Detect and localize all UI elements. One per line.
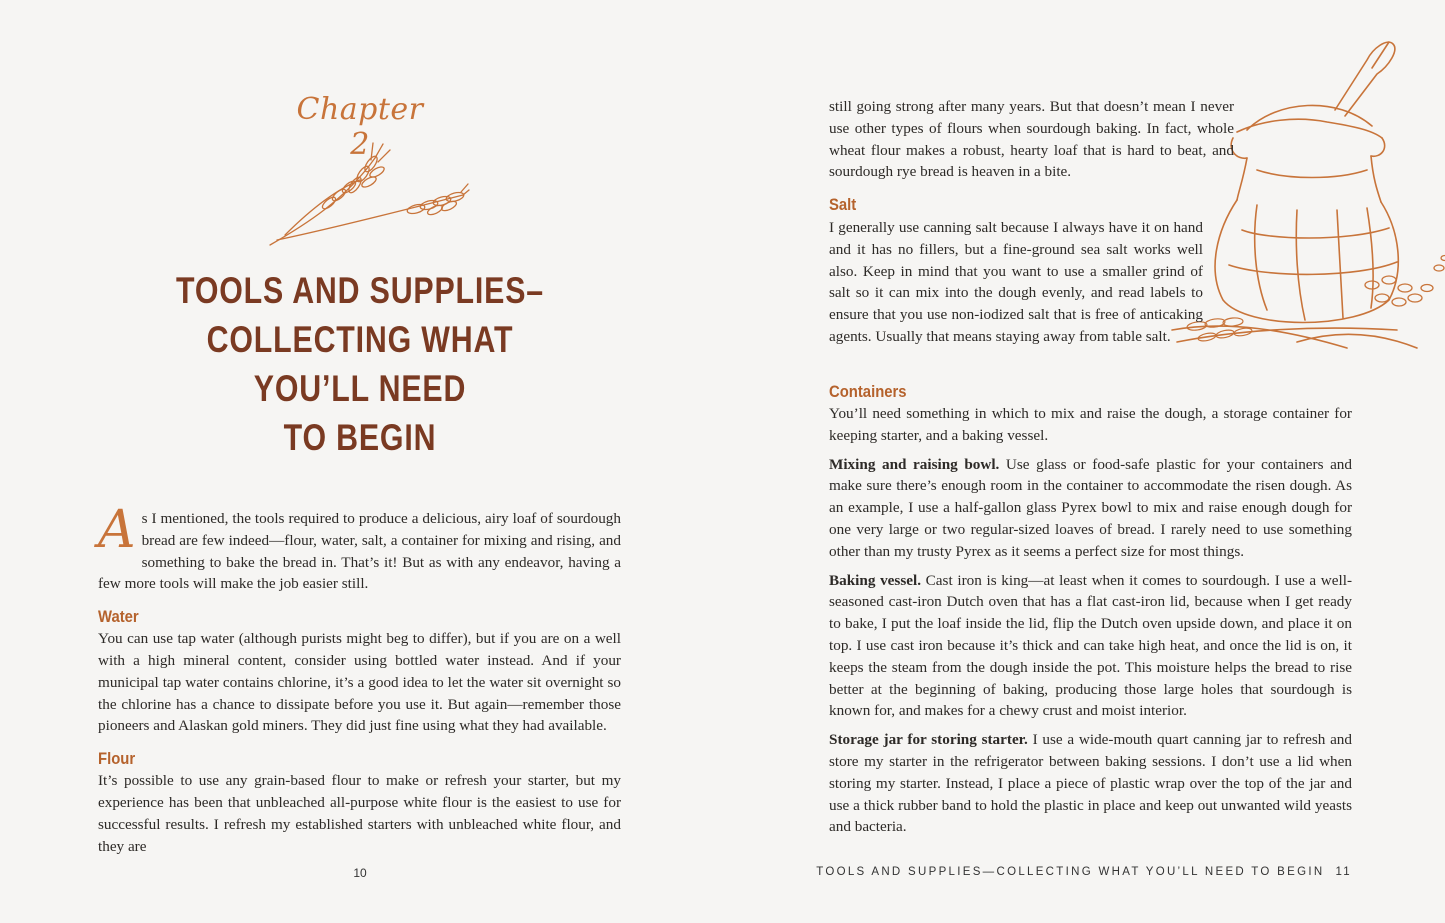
mixing-label: Mixing and raising bowl. <box>829 455 1000 473</box>
chapter-title <box>155 266 565 462</box>
flour-paragraph: It’s possible to use any grain-based flour to make or refresh your starter, but my experience has been that unbleached all-purpose white flour is the easiest to use for successful results. I refresh my established starters with unbleached white flour, and they are <box>98 772 621 855</box>
mixing-paragraph <box>829 454 1352 563</box>
chapter-label: Chapter 2 <box>296 92 424 162</box>
flour-continued-paragraph: still going strong after many years. But that doesn’t mean I never use other types of flours when sourdough baking. In fact, whole wheat flour makes a robust, hearty loaf that is hard to beat, and sourdough rye bread is heaven in a bite. <box>829 98 1234 181</box>
drop-cap: A <box>98 500 136 560</box>
left-page <box>0 0 722 923</box>
wheat-illustration-icon <box>265 140 470 252</box>
water-heading: Water <box>98 608 139 627</box>
title-line: COLLECTING WHAT YOU’LL NEED <box>206 319 514 409</box>
salt-paragraph: I generally use canning salt because I always have it on hand and it has no fillers, but a fine-ground sea salt works well also. Keep in mind that you want to use a smaller grind of salt so it can mix into the dough evenly, and read labels to ensure that you use non-iodized salt that is free of anticaking agents. Usually that means staying away from table salt. <box>829 219 1203 345</box>
storage-text: I use a wide-mouth quart canning jar to refresh and store my starter in the refrigerator between baking sessions. I don’t use a lid when storing my starter. Instead, I place a piece of plastic wrap over the top of the jar and use a thick rubber band to hold the plastic in place and keep out unwanted wild yeasts and bacteria. <box>829 731 1352 836</box>
containers-section <box>829 381 1352 838</box>
title-line: TOOLS AND SUPPLIES– <box>176 270 544 311</box>
baking-text: Cast iron is king—at least when it comes to sourdough. I use a well-seasoned cast-iron Dutch oven that has a flat cast-iron lid, because when I get ready to bake, I put the loaf inside the lid, flip the Dutch oven upside down, and place it on top. I use cast iron because it’s thick and can take high heat, and once the lid is on, it keeps the steam from the dough inside the pot. This moisture helps the bread to rise better at the beginning of baking, producing those large holes that sourdough is known for, and makes for a chewy crust and moist interior. <box>829 571 1352 720</box>
right-page <box>722 0 1445 923</box>
storage-paragraph <box>829 729 1352 838</box>
containers-paragraph: You’ll need something in which to mix and raise the dough, a storage container for keeping starter, and a baking vessel. <box>829 405 1352 444</box>
flour-heading: Flour <box>98 750 136 769</box>
water-paragraph: You can use tap water (although purists might beg to differ), but if you are on a well with a high mineral content, consider using bottled water instead. And if your municipal tap water contains chlorine, it’s a good idea to let the water sit overnight so the chlorine has a chance to dissipate before you use it. But again—remember those pioneers and Alaskan gold miners. They did just fine using what they had available. <box>98 630 621 735</box>
baking-paragraph <box>829 570 1352 723</box>
running-head-title: TOOLS AND SUPPLIES—COLLECTING WHAT YOU’LL NEED TO BEGIN <box>816 866 1325 878</box>
page-number-left: 10 <box>353 866 367 880</box>
storage-label: Storage jar for storing starter. <box>829 731 1028 749</box>
salt-section <box>829 194 1352 216</box>
running-head <box>816 866 1352 878</box>
salt-heading: Salt <box>829 196 857 214</box>
intro-paragraph <box>98 500 621 595</box>
page-number-right: 11 <box>1335 866 1352 878</box>
containers-heading: Containers <box>829 383 907 401</box>
mixing-text: Use glass or food-safe plastic for your containers and make sure there’s enough room in the container to accommodate the risen dough. As an example, I use a half-gallon glass Pyrex bowl to mix and raise enough dough for one very large or two regular-sized loaves of bread. I rarely need to use something other than my trusty Pyrex as it seems a perfect size for most things. <box>829 455 1352 560</box>
salt-text-block <box>829 217 1352 348</box>
right-body-top <box>829 96 1352 183</box>
intro-text: s I mentioned, the tools required to produce a delicious, airy loaf of sourdough bread are few indeed—flour, water, salt, a container for mixing and rising, and something to bake the bread in. That’s it! But as with any endeavor, having a few more tools will make the job easier still. <box>98 510 621 593</box>
title-line: TO BEGIN <box>283 417 437 458</box>
left-body-text <box>98 500 621 857</box>
baking-label: Baking vessel. <box>829 571 922 589</box>
